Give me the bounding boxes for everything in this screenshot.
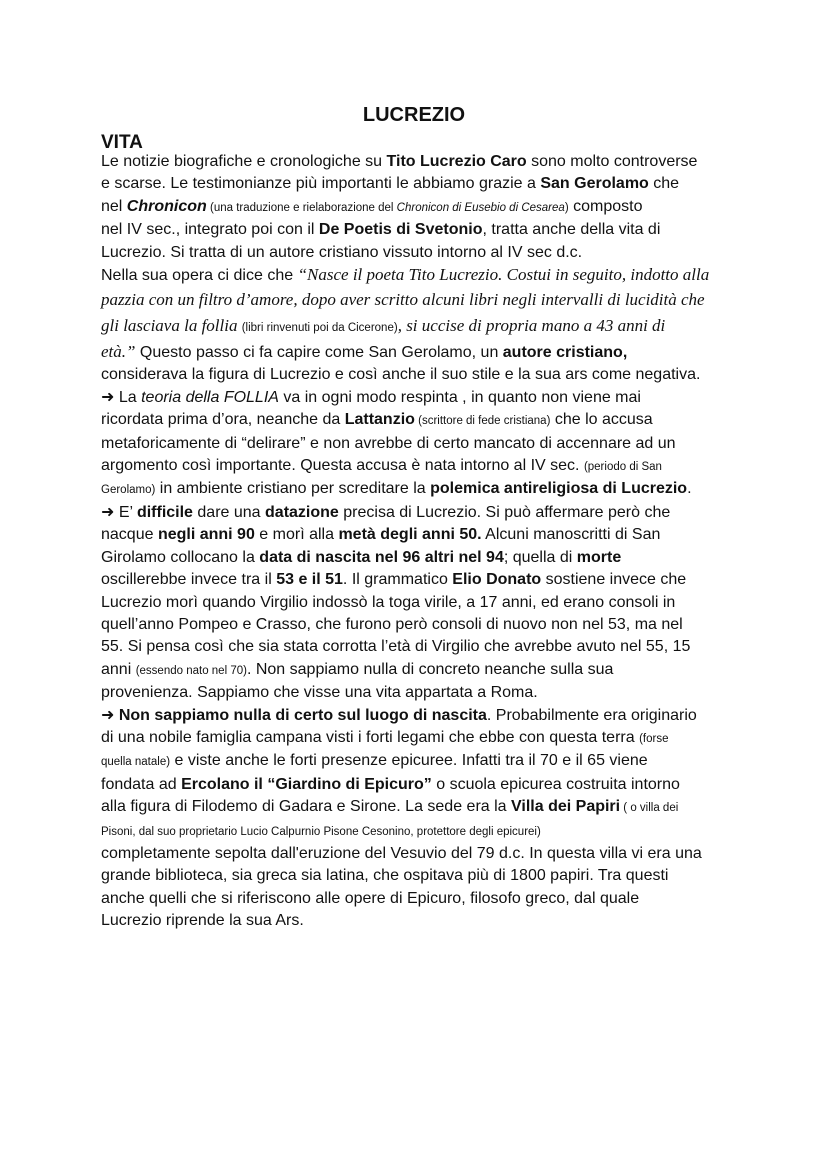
text-segment: età.” — [101, 342, 136, 362]
text-segment: Gerolamo) — [101, 484, 156, 497]
text-segment: Alcuni manoscritti di San — [481, 526, 661, 544]
text-segment: fondata ad — [101, 775, 182, 793]
text-line — [101, 364, 741, 386]
document-title: LUCREZIO — [362, 104, 466, 126]
text-segment: Girolamo collocano la — [101, 548, 260, 566]
text-segment: ) — [564, 201, 569, 214]
text-segment: e morì alla — [254, 526, 339, 544]
text-segment: ; quella di — [503, 548, 577, 566]
text-segment: , si uccise di propria mano a 43 anni di — [397, 315, 666, 335]
text-line — [101, 478, 741, 501]
text-segment: ➜ Non sappiamo nulla di certo sul luogo di nascita — [101, 706, 487, 724]
text-segment: San Gerolamo — [540, 175, 649, 193]
text-segment: ricordata prima d’ora, neanche da — [101, 411, 345, 429]
text-line — [101, 820, 741, 843]
text-segment: . — [687, 480, 692, 498]
text-segment: alla figura di Filodemo di Gadara e Sirone. La sede era la — [101, 798, 512, 816]
text-segment: . Probabilmente era originario — [486, 706, 697, 724]
text-segment: anche quelli che si riferiscono alle opere di Epicuro, filosofo greco, dal quale — [101, 889, 640, 907]
text-segment: e viste anche le forti presenze epicuree. Infatti tra il 70 e il 65 viene — [170, 752, 648, 770]
text-line — [101, 750, 741, 773]
text-line — [101, 910, 741, 932]
text-segment: Chronicon — [126, 197, 207, 215]
text-segment: Lucrezio. Si tratta di un autore cristiano vissuto intorno al IV sec d.c. — [101, 243, 583, 261]
text-segment: (scrittore di fede cristiana) — [414, 415, 551, 428]
text-line — [101, 659, 741, 682]
text-segment: . Non sappiamo nulla di concreto neanche sulla sua — [246, 660, 614, 678]
text-segment: di una nobile famiglia campana visti i forti legami che ebbe con questa terra — [101, 728, 640, 746]
text-line — [101, 341, 741, 364]
text-segment: gli lasciava la follia — [101, 315, 242, 335]
text-segment: dare una — [192, 503, 266, 521]
text-line — [101, 264, 741, 287]
text-line — [101, 636, 741, 658]
text-line — [101, 796, 741, 819]
text-segment: argomento così importante. Questa accusa è nata intorno al IV sec. — [101, 457, 584, 475]
text-segment: nel — [101, 197, 127, 215]
text-line — [101, 433, 741, 455]
text-segment: (libri rinvenuti poi da Cicerone) — [241, 321, 398, 334]
text-line — [101, 614, 741, 636]
text-segment: ( o villa dei — [620, 802, 679, 815]
text-line — [101, 705, 741, 727]
text-segment: provenienza. Sappiamo che visse una vita appartata a Roma. — [101, 684, 538, 702]
text-line — [101, 409, 741, 432]
text-segment: data di nascita nel 96 altri nel 94 — [259, 548, 504, 566]
text-segment: pazzia con un filtro d’amore, dopo aver scritto alcuni libri negli intervalli di lucidità che — [101, 290, 705, 310]
text-segment: Nella sua opera ci dice che — [101, 267, 298, 285]
text-line — [101, 774, 741, 796]
text-segment: che — [648, 175, 680, 193]
text-segment: quell’anno Pompeo e Crasso, che furono però consoli di nuovo non nel 53, ma nel — [101, 615, 683, 633]
text-segment: nacque — [101, 526, 158, 544]
text-segment: Lucrezio riprende la sua Ars. — [101, 912, 304, 930]
text-line — [101, 682, 741, 704]
text-line — [101, 888, 741, 910]
text-line — [101, 313, 741, 341]
text-segment: 53 e il 51 — [276, 571, 343, 589]
text-segment: (una traduzione e rielaborazione del — [206, 201, 397, 214]
text-segment: che lo accusa — [550, 411, 653, 429]
text-segment: datazione — [265, 503, 339, 521]
text-line — [101, 843, 741, 865]
text-segment: ➜ E’ — [101, 503, 137, 521]
text-line — [101, 502, 741, 524]
text-segment: Villa dei Papiri — [511, 798, 621, 816]
text-segment: anni — [101, 660, 136, 678]
text-segment: oscillerebbe invece tra il — [101, 571, 277, 589]
text-segment: 55. Si pensa così che sia stata corrotta l’età di Virgilio che avrebbe avuto nel 55, 15 — [101, 638, 691, 656]
text-segment: Tito Lucrezio Caro — [386, 153, 527, 170]
biography-text — [101, 151, 741, 933]
text-line — [101, 547, 741, 569]
text-line — [101, 865, 741, 887]
text-line — [101, 569, 741, 591]
text-segment: metà degli anni 50. — [338, 526, 482, 544]
text-segment: Ercolano il “Giardino di Epicuro” — [181, 775, 432, 793]
text-line — [101, 592, 741, 614]
text-segment: , tratta anche della vita di — [482, 221, 661, 239]
text-segment: polemica antireligiosa di Lucrezio — [430, 480, 688, 498]
text-segment: completamente sepolta dall'eruzione del Vesuvio del 79 d.c. In questa villa vi era una — [101, 844, 702, 862]
text-segment: (forse — [639, 732, 669, 745]
text-line — [101, 524, 741, 546]
text-segment: metaforicamente di “delirare” e non avrebbe di certo mancato di accennare ad un — [101, 434, 676, 452]
text-line — [101, 196, 741, 219]
text-segment: . Il grammatico — [342, 571, 453, 589]
text-segment: composto — [568, 197, 643, 215]
text-segment: in ambiente cristiano per screditare la — [155, 480, 431, 498]
text-segment: “Nasce il poeta Tito Lucrezio. Costui in seguito, indotto alla — [297, 265, 710, 285]
text-segment: Pisoni, dal suo proprietario Lucio Calpurnio Pisone Cesonino, protettore degli epicurei) — [101, 825, 541, 838]
text-line — [101, 173, 741, 195]
text-segment: e scarse. Le testimonianze più importanti le abbiamo grazie a — [101, 175, 541, 193]
text-segment: Lattanzio — [344, 411, 415, 429]
text-segment: grande biblioteca, sia greca sia latina, che ospitava più di 1800 papiri. Tra questi — [101, 867, 669, 885]
text-segment: De Poetis di Svetonio — [318, 221, 483, 239]
text-segment: Elio Donato — [452, 571, 542, 589]
text-segment: Questo passo ci fa capire come San Gerolamo, un — [135, 344, 503, 362]
text-segment: nel IV sec., integrato poi con il — [101, 221, 319, 239]
text-segment: sono molto controverse — [526, 153, 698, 170]
text-segment: negli anni 90 — [157, 526, 255, 544]
section-heading: VITA — [101, 132, 143, 153]
text-segment: precisa di Lucrezio. Si può affermare però che — [338, 503, 671, 521]
text-segment: considerava la figura di Lucrezio e così anche il suo stile e la sua ars come negativa. — [101, 366, 701, 384]
text-segment: difficile — [136, 503, 193, 521]
text-segment: Lucrezio morì quando Virgilio indossò la toga virile, a 17 anni, ed erano consoli in — [101, 593, 676, 611]
text-segment: (essendo nato nel 70) — [135, 664, 247, 677]
text-line — [101, 387, 741, 409]
text-line — [101, 242, 741, 264]
text-line — [101, 219, 741, 241]
text-segment: autore cristiano, — [502, 344, 628, 362]
text-line — [101, 287, 741, 312]
text-segment: quella natale) — [101, 756, 171, 769]
text-segment: morte — [576, 548, 622, 566]
text-line — [101, 727, 741, 750]
text-segment: ➜ La — [101, 388, 142, 406]
text-line — [101, 151, 741, 173]
text-segment: (periodo di San — [583, 461, 662, 474]
text-segment: sostiene invece che — [541, 571, 687, 589]
text-segment: Le notizie biografiche e cronologiche su — [101, 153, 387, 170]
text-segment: Chronicon di Eusebio di Cesarea — [396, 201, 565, 214]
text-segment: teoria della FOLLIA — [141, 388, 279, 406]
text-segment: o scuola epicurea costruita intorno — [431, 775, 680, 793]
text-segment: va in ogni modo respinta , in quanto non viene mai — [278, 388, 641, 406]
text-line — [101, 455, 741, 478]
